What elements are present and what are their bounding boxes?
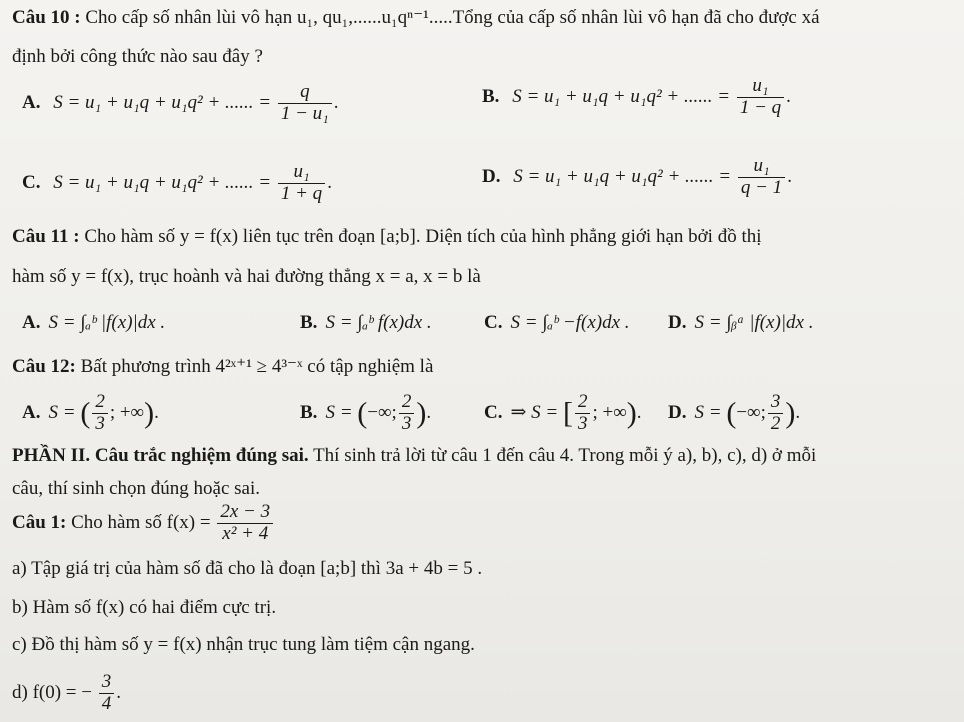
item-d-prefix: d) f(0) = − <box>12 681 92 703</box>
option-lhs: S = u₁ + u₁q + u₁q² + ...... = <box>513 165 732 187</box>
denominator: 1 − q <box>739 96 782 118</box>
denominator: 2 <box>770 412 781 434</box>
option-lhs: S = u₁ + u₁q + u₁q² + ...... = <box>512 85 731 107</box>
fraction <box>278 82 332 125</box>
q10-option-a[interactable] <box>22 82 339 125</box>
fraction <box>99 672 115 715</box>
q1-stem <box>12 502 275 545</box>
bracket-close: ) <box>144 396 155 430</box>
q10-option-c[interactable] <box>22 162 332 205</box>
part2-text: Thí sinh trả lời từ câu 1 đến câu 4. Trong mỗi ý a), b), c), d) ở mỗi <box>313 445 817 466</box>
fraction <box>399 392 415 435</box>
numerator: u₁ <box>278 162 325 184</box>
option-end: . <box>786 85 791 107</box>
q1-item-b[interactable]: b) Hàm số f(x) có hai điểm cực trị. <box>12 597 277 618</box>
bracket-close: ) <box>785 396 796 430</box>
option-text: S = ∫ₐᵇ −f(x)dx . <box>510 312 630 333</box>
q10-stem <box>12 6 820 29</box>
q11-option-a[interactable] <box>22 312 165 334</box>
q11-option-d[interactable] <box>668 312 813 334</box>
option-label: C. <box>484 401 503 423</box>
part2-heading: PHẦN II. Câu trắc nghiệm đúng sai. <box>12 445 309 466</box>
bracket-open: [ <box>562 396 573 430</box>
set-prefix: S = <box>694 401 722 423</box>
q11-option-b[interactable] <box>300 312 432 334</box>
set-prefix: S = <box>325 401 353 423</box>
option-end: . <box>154 401 159 423</box>
numerator: 2 <box>575 392 591 414</box>
q11-option-c[interactable] <box>484 312 630 334</box>
option-text: S = ∫ₐᵇ |f(x)|dx . <box>48 312 166 333</box>
denominator: 3 <box>401 412 412 434</box>
q11-stem2: hàm số y = f(x), trục hoành và hai đường thẳng x = a, x = b là <box>12 266 481 287</box>
q11-text: Cho hàm số y = f(x) liên tục trên đoạn [a;b]. Diện tích của hình phẳng giới hạn bởi đồ thị <box>84 226 762 247</box>
denominator: 3 <box>95 412 105 434</box>
interval-start: −∞; <box>736 401 766 423</box>
q12-option-c[interactable] <box>484 392 642 435</box>
option-end: . <box>787 165 792 187</box>
option-label: D. <box>668 312 687 333</box>
numerator: q <box>278 82 332 104</box>
q10-option-b[interactable] <box>482 76 791 119</box>
option-label: A. <box>22 312 41 333</box>
fraction <box>768 392 784 435</box>
denominator: 3 <box>577 412 588 434</box>
q10-option-d[interactable] <box>482 156 792 199</box>
numerator: 2 <box>92 392 108 414</box>
q1-item-c[interactable]: c) Đồ thị hàm số y = f(x) nhận trục tung làm tiệm cận ngang. <box>12 634 475 655</box>
option-end: . <box>426 401 432 423</box>
option-label: D. <box>668 401 687 423</box>
option-label: C. <box>484 312 503 333</box>
q12-label: Câu 12: <box>12 356 76 377</box>
q1-label: Câu 1: <box>12 511 67 533</box>
q12-option-a[interactable] <box>22 392 159 435</box>
part2-intro <box>12 445 816 467</box>
option-lhs: S = u₁ + u₁q + u₁q² + ...... = <box>53 91 272 113</box>
item-d-end: . <box>116 681 121 703</box>
fraction <box>737 76 784 119</box>
bracket-open: ( <box>357 396 368 430</box>
numerator: u₁ <box>738 156 785 178</box>
option-label: A. <box>22 91 41 113</box>
bracket-open: ( <box>726 396 737 430</box>
set-prefix: ⇒ S = <box>510 401 559 423</box>
q12-stem <box>12 355 433 378</box>
numerator: 3 <box>768 392 784 414</box>
q10-stem2: định bởi công thức nào sau đây ? <box>12 46 263 67</box>
option-label: D. <box>482 165 501 187</box>
option-label: A. <box>22 401 41 423</box>
numerator: 2 <box>399 392 415 414</box>
option-end: . <box>327 171 332 193</box>
option-label: C. <box>22 171 41 193</box>
option-label: B. <box>482 85 500 107</box>
q10-text: Cho cấp số nhân lùi vô hạn u₁, qu₁,......u₁qⁿ⁻¹.....Tổng của cấp số nhân lùi vô hạn đã cho được xá <box>85 7 820 28</box>
option-text: S = ∫ₐᵇ f(x)dx . <box>325 312 432 333</box>
q11-label: Câu 11 : <box>12 226 80 247</box>
option-end: . <box>795 401 801 423</box>
fraction <box>278 162 325 205</box>
fraction <box>92 392 108 435</box>
option-end: . <box>636 401 642 423</box>
bracket-close: ) <box>626 396 637 430</box>
option-label: B. <box>300 312 318 333</box>
numerator: 3 <box>99 672 115 694</box>
q10-label: Câu 10 : <box>12 7 81 28</box>
part2-text2: câu, thí sinh chọn đúng hoặc sai. <box>12 478 261 499</box>
fraction <box>217 502 273 545</box>
q1-text: Cho hàm số f(x) = <box>71 511 211 533</box>
numerator: 2x − 3 <box>217 502 273 524</box>
option-label: B. <box>300 401 318 423</box>
denominator: 1 + q <box>280 182 323 204</box>
fraction <box>738 156 785 199</box>
q12-option-d[interactable] <box>668 392 800 435</box>
q1-item-a[interactable]: a) Tập giá trị của hàm số đã cho là đoạn [a;b] thì 3a + 4b = 5 . <box>12 558 483 579</box>
option-lhs: S = u₁ + u₁q + u₁q² + ...... = <box>53 171 272 193</box>
option-end: . <box>333 91 339 113</box>
q12-option-b[interactable] <box>300 392 431 435</box>
q12-text: Bất phương trình 4²ˣ⁺¹ ≥ 4³⁻ˣ có tập nghiệm là <box>80 356 434 377</box>
bracket-open: ( <box>80 396 91 430</box>
numerator: u₁ <box>737 76 784 98</box>
q1-item-d[interactable] <box>12 672 121 715</box>
interval-end: ; +∞ <box>109 401 145 423</box>
set-prefix: S = <box>48 401 76 423</box>
fraction <box>575 392 591 435</box>
q11-stem <box>12 226 762 248</box>
interval-end: ; +∞ <box>592 401 627 423</box>
bracket-close: ) <box>416 396 427 430</box>
denominator: x² + 4 <box>222 522 269 544</box>
option-text: S = ∫ᵦᵃ |f(x)|dx . <box>694 312 814 333</box>
denominator: 4 <box>101 692 112 714</box>
denominator: 1 − u₁ <box>280 102 329 124</box>
interval-start: −∞; <box>367 401 397 423</box>
denominator: q − 1 <box>740 176 783 198</box>
